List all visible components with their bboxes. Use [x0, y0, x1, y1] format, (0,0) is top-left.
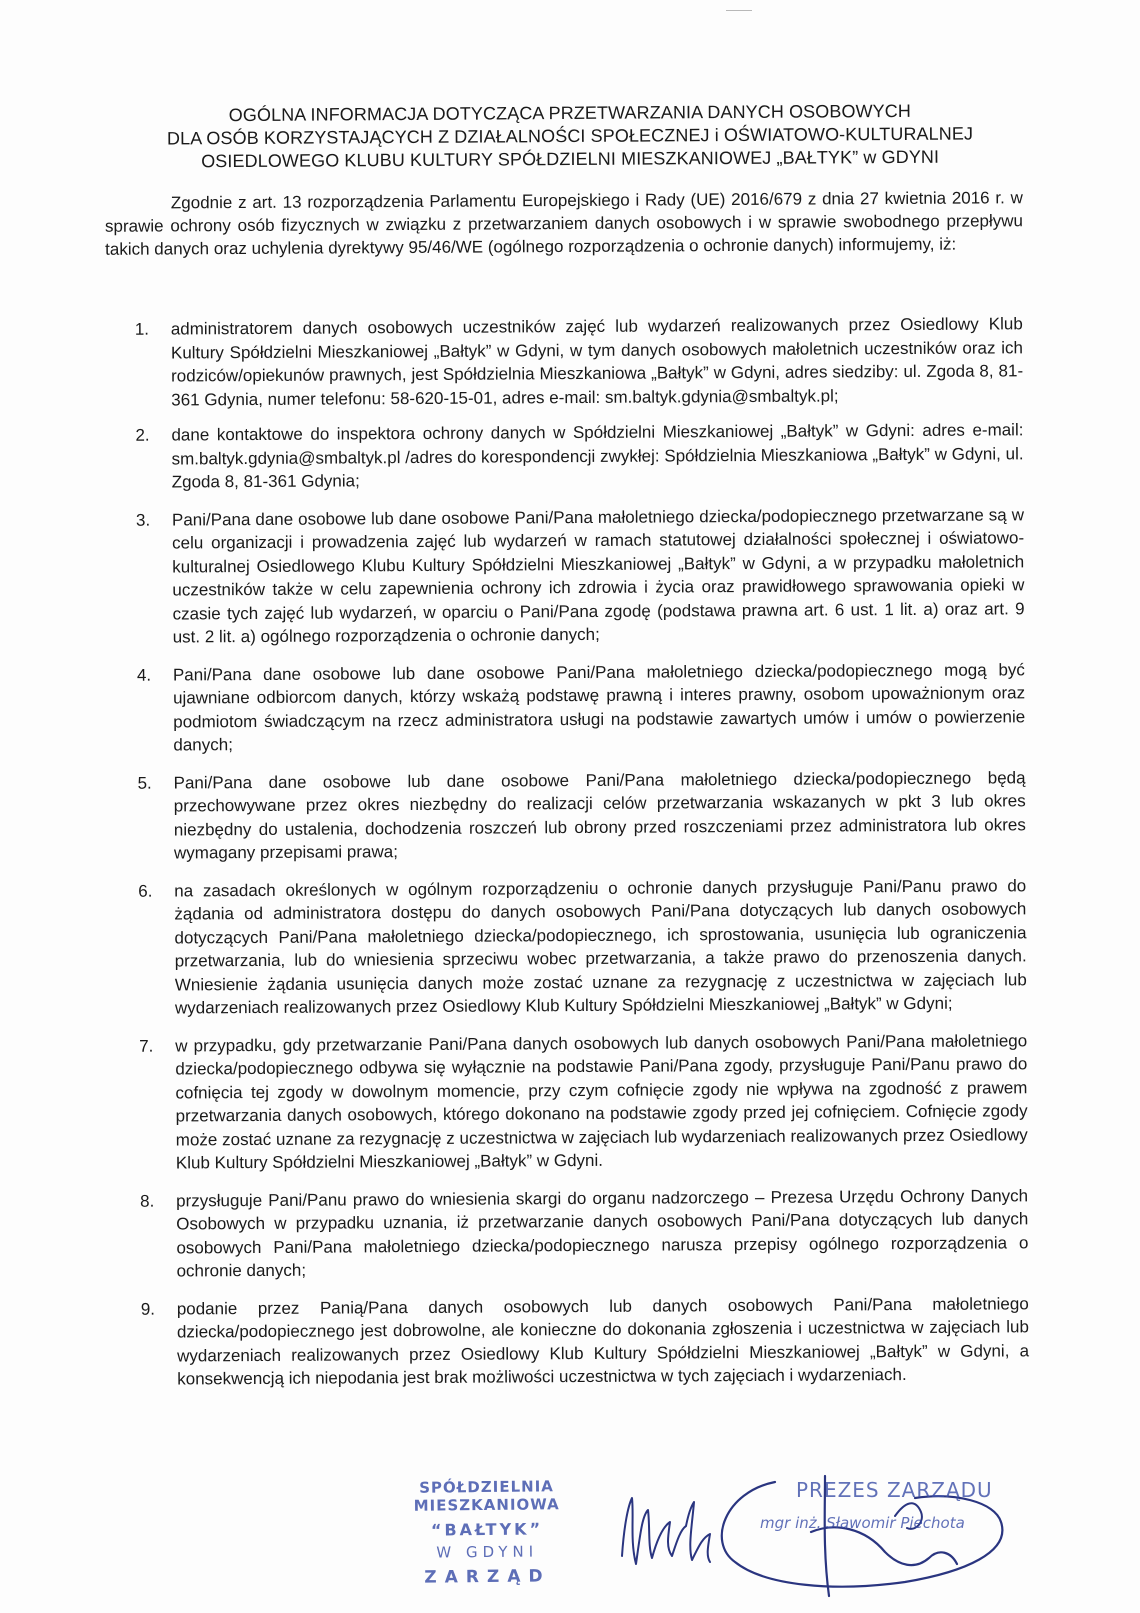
list-item: [135, 312, 1024, 411]
item-number: 4.: [136, 665, 152, 685]
item-text: Pani/Pana dane osobowe lub dane osobowe Pani/Pana małoletniego dziecka/podopiecznego mogą być ujawniane odbiorcom danych, którzy wskażą podstawę prawną i interes prawny, osobom upoważnionym oraz podmiotom świadczącym na rzecz administratora usługi na podstawie zawartych umów i umów o powierzenie danych;: [172, 659, 1026, 755]
list-item: [136, 503, 1025, 649]
list-item: [140, 1184, 1029, 1283]
title-line-2: DLA OSÓB KORZYSTAJĄCYCH Z DZIAŁALNOŚCI SPOŁECZNEJ i OŚWIATOWO-KULTURALNEJ: [166, 123, 974, 149]
list-item: [141, 1292, 1030, 1391]
intro-paragraph: Zgodnie z art. 13 rozporządzenia Parlamentu Europejskiego i Rady (UE) 2016/679 z dnia 27 kwietnia 2016 r. w sprawie ochrony osób fizycznych w związku z przetwarzaniem danych osobowych i w sprawie swobodnego przepływu takich danych oraz uchylenia dyrektywy 95/46/WE (ogólnego rozporządzenia o ochronie danych) informujemy, iż:: [104, 188, 1024, 259]
item-number: 2.: [135, 425, 150, 445]
item-number: 8.: [140, 1191, 155, 1211]
board-stamp: [351, 1477, 622, 1589]
title-line-3: OSIEDLOWEGO KLUBU KULTURY SPÓŁDZIELNI MIESZKANIOWEJ „BAŁTYK” w GDYNI: [201, 146, 940, 172]
stamp-line: SPÓŁDZIELNIA MIESZKANIOWA: [413, 1477, 560, 1515]
document-title: [100, 99, 1040, 174]
list-item: [139, 1029, 1028, 1175]
list-item: [137, 658, 1026, 757]
item-text: na zasadach określonych w ogólnym rozporządzeniu o ochronie danych przysługuje Pani/Panu prawo do żądania od administratora dostępu do danych osobowych Pani/Pana dotyczących lub danych osobowych dotyczących Pani/Pana małoletniego dziecka/podopiecznego, ich sprostowania, usunięcia lub ograniczenia przetwarzania, lub do wniesienia sprzeciwu wobec przetwarzania, a także prawo do przenoszenia danych. Wniesienie żądania usunięcia danych może zostać uznane za rezygnację z uczestnictwa w zajęciach lub wydarzeniach realizowanych przez Osiedlowy Klub Kultury Spółdzielni Mieszkaniowej „Bałtyk” w Gdyni;: [174, 875, 1027, 1018]
list-item: [138, 874, 1027, 1020]
stamp-line: ZARZĄD: [424, 1566, 551, 1588]
item-number: 6.: [138, 881, 153, 901]
information-list: [135, 312, 1030, 1391]
item-text: administratorem danych osobowych uczestników zajęć lub wydarzeń realizowanych przez Osiedlowy Klub Kultury Spółdzielni Mieszkaniowej „Bałtyk” w Gdyni, w tym danych osobowych małoletnich uczestników oraz ich rodziców/opiekunów prawnych, jest Spółdzielnia Mieszkaniowa „Bałtyk” w Gdyni, adres siedziby: ul. Zgoda 8, 81-361 Gdynia, numer telefonu: 58-620-15-01, adres e-mail: sm.baltyk.gdynia@smbaltyk.pl;: [170, 314, 1024, 410]
item-text: dane kontaktowe do inspektora ochrony danych w Spółdzielni Mieszkaniowej „Bałtyk” w Gdyni: adres e-mail: sm.baltyk.gdynia@smbaltyk.pl /adres do korespondencji zwykłej: Spółdzielnia Mieszkaniowa „Bałtyk” w Gdyni, ul. Zgoda 8, 81-361 Gdynia;: [171, 420, 1024, 492]
president-stamp: [748, 1478, 998, 1532]
list-item: [137, 766, 1026, 865]
item-number: 3.: [135, 510, 151, 530]
item-number: 7.: [139, 1036, 154, 1056]
handwritten-signature: [614, 1486, 724, 1576]
scan-mark: [726, 10, 752, 11]
item-text: w przypadku, gdy przetwarzanie Pani/Pana danych osobowych lub danych osobowych Pani/Pana małoletniego dziecka/podopiecznego odbywa się wyłącznie na podstawie Pani/Pana zgody, przysługuje Pani/Panu prawo do cofnięcia tej zgody w dowolnym momencie, przy czym cofnięcie zgody nie wpływa na zgodność z prawem przetwarzania danych osobowych, którego dokonano na podstawie zgody przed jej cofnięciem. Cofnięcie zgody może zostać uznane za rezygnację z uczestnictwa w zajęciach lub wydarzeniach realizowanych przez Osiedlowy Klub Kultury Spółdzielni Mieszkaniowej „Bałtyk” w Gdyni.: [175, 1030, 1028, 1173]
item-text: przysługuje Pani/Panu prawo do wniesienia skargi do organu nadzorczego – Prezesa Urzędu Ochrony Danych Osobowych w przypadku uznania, iż przetwarzanie danych osobowych Pani/Pana dotyczących lub danych osobowych Pani/Pana małoletniego dziecka/podopiecznego narusza przepisy ogólnego rozporządzenia o ochronie danych;: [176, 1185, 1029, 1281]
title-line-1: OGÓLNA INFORMACJA DOTYCZĄCA PRZETWARZANIA DANYCH OSOBOWYCH: [228, 100, 912, 126]
item-text: podanie przez Panią/Pana danych osobowych lub danych osobowych Pani/Pana małoletniego dziecka/podopiecznego jest dobrowolne, ale konieczne do dokonania zgłoszenia i uczestnictwa w zajęciach lub wydarzeniach realizowanych przez Osiedlowy Klub Kultury Spółdzielni Mieszkaniowej „Bałtyk” w Gdyni, a konsekwencją ich niepodania jest brak możliwości uczestnictwa w tych zajęciach i wydarzeniach.: [176, 1293, 1030, 1389]
item-text: Pani/Pana dane osobowe lub dane osobowe Pani/Pana małoletniego dziecka/podopiecznego przetwarzane są w celu organizacji i prowadzenia zajęć lub wydarzeń w ramach statutowej działalności społecznej i oświatowo-kulturalnej Osiedlowego Klubu Kultury Spółdzielni Mieszkaniowej „Bałtyk” w Gdyni, a w przypadku małoletnich uczestników także w celu zapewnienia ochrony ich zdrowia i życia oraz prawidłowego sprawowania opieki w czasie tych zajęć lub wydarzeń, w oparciu o Pani/Pana zgodę (podstawa prawna art. 6 ust. 1 lit. a) oraz art. 9 ust. 2 lit. a) ogólnego rozporządzenia o ochronie danych;: [171, 504, 1025, 647]
stamp-line: W GDYNI: [436, 1542, 539, 1562]
list-item: [135, 418, 1023, 494]
stamp-title: PREZES ZARZĄDU: [796, 1478, 993, 1502]
item-text: Pani/Pana dane osobowe lub dane osobowe Pani/Pana małoletniego dziecka/podopiecznego będą przechowywane przez okres niezbędny do realizacji celów przetwarzania wskazanych w pkt 3 lub okres niezbędny do ustalenia, dochodzenia roszczeń lub obrony przed roszczeniami przez administratora lub okres wymagany przepisami prawa;: [173, 767, 1026, 863]
item-number: 1.: [134, 319, 150, 339]
item-number: 5.: [137, 773, 152, 793]
stamp-name: mgr inż. Sławomir Piechota: [760, 1514, 965, 1532]
item-number: 9.: [140, 1299, 156, 1319]
stamp-line: “BAŁTYK”: [430, 1519, 544, 1540]
